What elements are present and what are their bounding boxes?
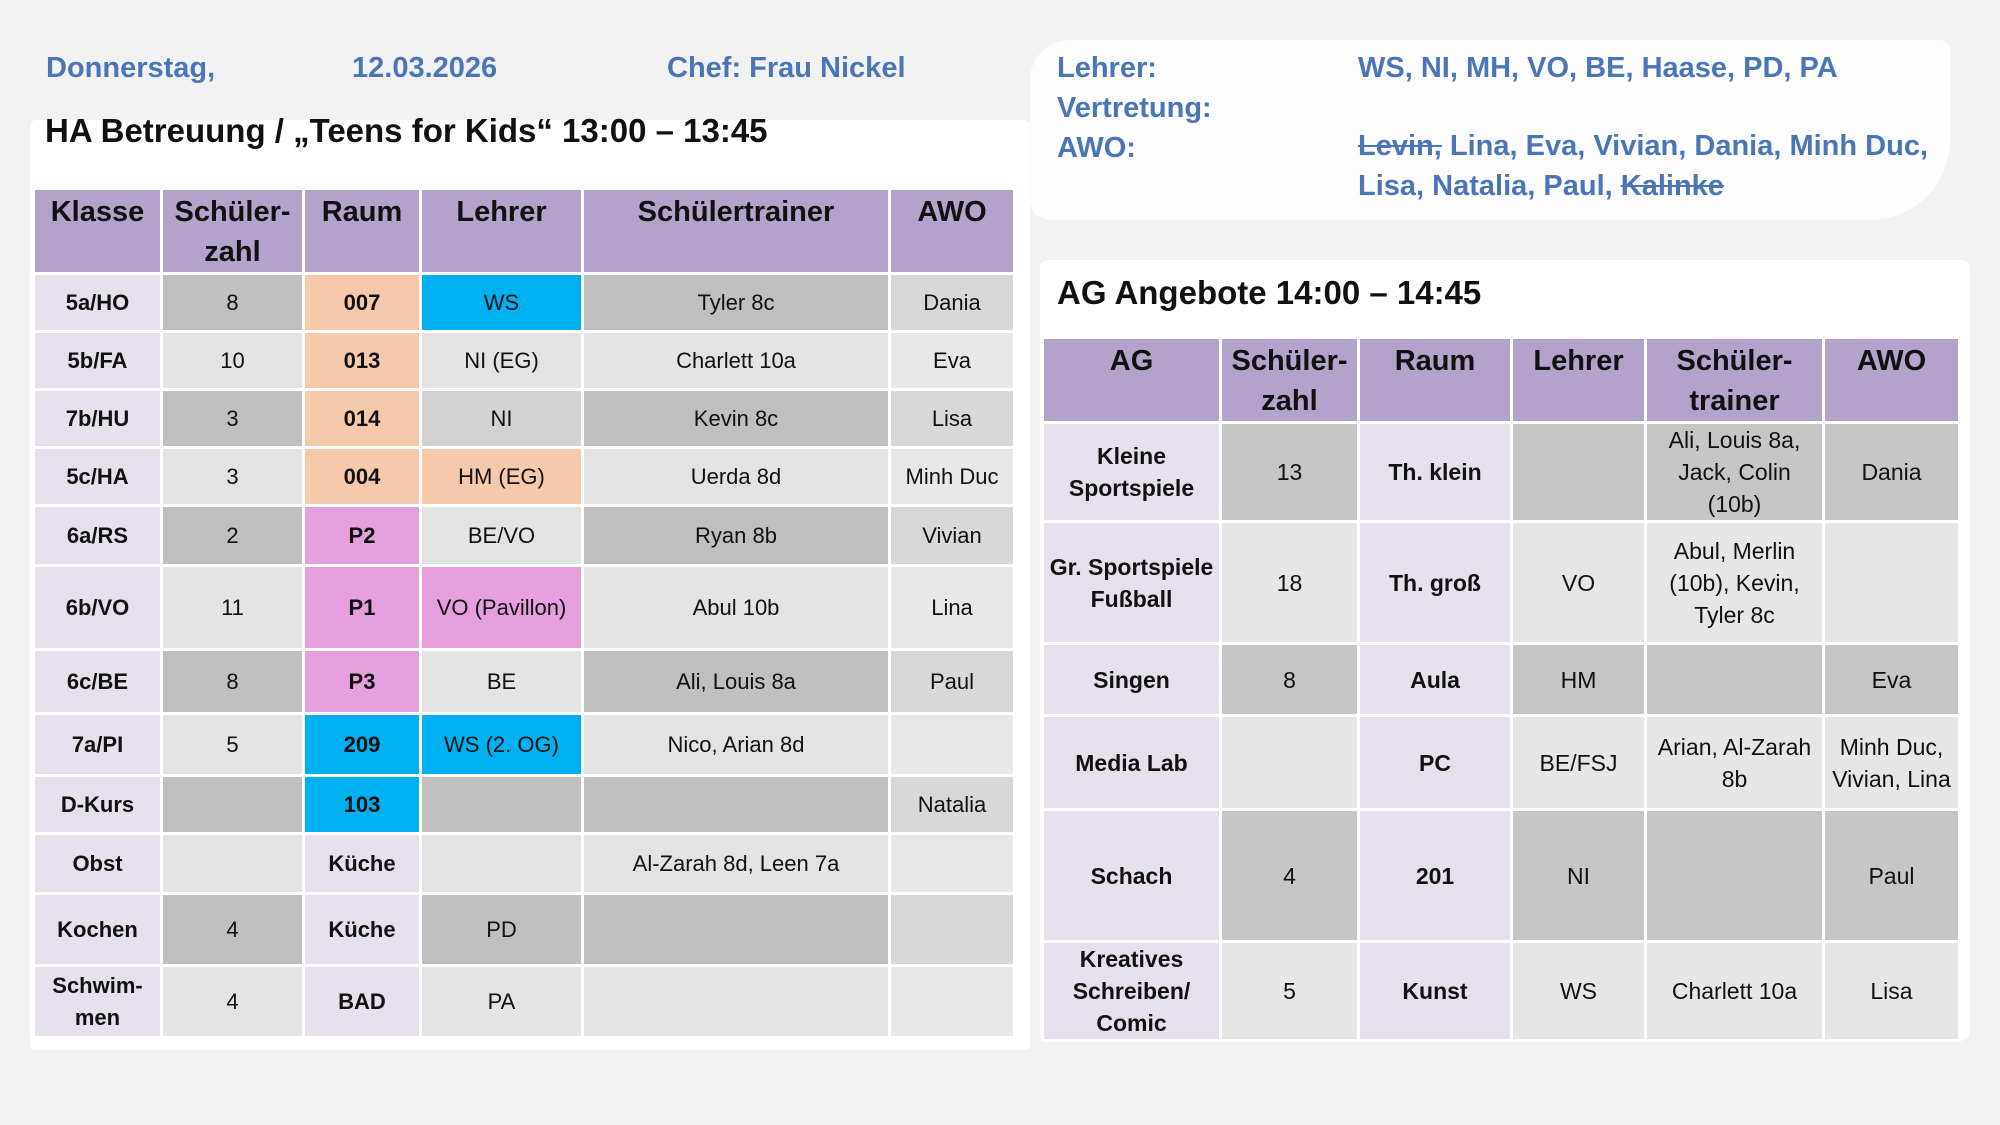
ag-cell-ag: Gr. Sportspiele Fußball [1043, 522, 1221, 644]
awo-label: AWO: [1057, 132, 1136, 164]
ha-cell-awo [890, 834, 1015, 894]
lehrer-label: Lehrer: [1057, 52, 1157, 84]
ha-column-header: Raum [304, 189, 421, 274]
awo-names-list [1358, 126, 1978, 206]
ha-cell-klasse: Schwim-men [34, 966, 162, 1038]
ag-cell-schuelerzahl: 8 [1221, 644, 1359, 716]
ha-cell-awo [890, 714, 1015, 776]
ha-cell-klasse: 5a/HO [34, 274, 162, 332]
ag-cell-raum: Kunst [1359, 942, 1512, 1041]
ha-cell-raum: 014 [304, 390, 421, 448]
ag-header-row [1043, 338, 1960, 423]
awo-name: Natalia, [1432, 170, 1536, 202]
ag-cell-raum: PC [1359, 716, 1512, 810]
ha-cell-schuelertrainer: Tyler 8c [583, 274, 890, 332]
ag-table [1041, 336, 1961, 1042]
ag-cell-lehrer: HM [1512, 644, 1646, 716]
ag-table-row [1043, 423, 1960, 522]
ag-cell-lehrer: VO [1512, 522, 1646, 644]
ag-cell-schuelerzahl: 4 [1221, 810, 1359, 942]
ag-cell-schuelertrainer: Arian, Al-Zarah 8b [1646, 716, 1824, 810]
ha-cell-schuelerzahl: 3 [162, 390, 304, 448]
ag-cell-raum: Aula [1359, 644, 1512, 716]
ha-table-row [34, 834, 1015, 894]
awo-name: Levin, [1358, 130, 1442, 162]
ha-cell-lehrer [421, 776, 583, 834]
ha-cell-schuelertrainer: Al-Zarah 8d, Leen 7a [583, 834, 890, 894]
ha-cell-awo: Minh Duc [890, 448, 1015, 506]
ha-table-row [34, 966, 1015, 1038]
ha-cell-schuelerzahl: 3 [162, 448, 304, 506]
ha-cell-schuelerzahl: 2 [162, 506, 304, 566]
ha-cell-schuelertrainer: Nico, Arian 8d [583, 714, 890, 776]
ha-cell-klasse: Obst [34, 834, 162, 894]
ha-cell-schuelerzahl: 10 [162, 332, 304, 390]
ha-cell-schuelerzahl: 4 [162, 966, 304, 1038]
ha-cell-schuelertrainer: Kevin 8c [583, 390, 890, 448]
ag-column-header: Lehrer [1512, 338, 1646, 423]
ag-cell-lehrer [1512, 423, 1646, 522]
awo-name: Vivian, [1593, 130, 1687, 162]
ag-cell-schuelerzahl [1221, 716, 1359, 810]
ag-cell-ag: Kreatives Schreiben/ Comic [1043, 942, 1221, 1041]
ha-cell-schuelertrainer [583, 894, 890, 966]
ha-cell-schuelerzahl: 8 [162, 650, 304, 714]
ag-cell-schuelerzahl: 18 [1221, 522, 1359, 644]
ag-table-row [1043, 522, 1960, 644]
awo-name: Kalinke [1620, 170, 1724, 202]
ha-cell-schuelertrainer: Uerda 8d [583, 448, 890, 506]
ag-cell-schuelertrainer [1646, 810, 1824, 942]
ag-cell-awo: Dania [1824, 423, 1960, 522]
ha-cell-awo [890, 966, 1015, 1038]
ha-table-row [34, 390, 1015, 448]
ha-cell-lehrer: BE [421, 650, 583, 714]
ha-cell-raum: 013 [304, 332, 421, 390]
ag-cell-ag: Schach [1043, 810, 1221, 942]
ag-cell-ag: Kleine Sportspiele [1043, 423, 1221, 522]
ha-table-row [34, 566, 1015, 650]
ha-table-row [34, 714, 1015, 776]
ag-cell-ag: Media Lab [1043, 716, 1221, 810]
ha-cell-raum: Küche [304, 834, 421, 894]
ha-cell-raum: 103 [304, 776, 421, 834]
ag-table-row [1043, 942, 1960, 1041]
ha-column-header: Schülertrainer [583, 189, 890, 274]
ha-table-row [34, 332, 1015, 390]
awo-name: Paul, [1543, 170, 1613, 202]
ha-cell-awo: Paul [890, 650, 1015, 714]
ha-cell-lehrer [421, 834, 583, 894]
ag-column-header: AWO [1824, 338, 1960, 423]
ha-cell-awo: Dania [890, 274, 1015, 332]
ha-cell-lehrer: HM (EG) [421, 448, 583, 506]
ag-cell-raum: Th. klein [1359, 423, 1512, 522]
ag-cell-awo: Paul [1824, 810, 1960, 942]
ha-cell-raum: P1 [304, 566, 421, 650]
ag-cell-ag: Singen [1043, 644, 1221, 716]
ha-column-header: AWO [890, 189, 1015, 274]
ag-cell-lehrer: NI [1512, 810, 1646, 942]
ha-cell-awo: Eva [890, 332, 1015, 390]
ha-cell-awo: Lina [890, 566, 1015, 650]
ag-cell-lehrer: BE/FSJ [1512, 716, 1646, 810]
ha-cell-raum: 004 [304, 448, 421, 506]
ha-cell-lehrer: BE/VO [421, 506, 583, 566]
ha-cell-schuelertrainer: Charlett 10a [583, 332, 890, 390]
ha-table [32, 187, 1016, 1039]
ha-table-row [34, 650, 1015, 714]
ha-cell-raum: Küche [304, 894, 421, 966]
ha-cell-raum: 007 [304, 274, 421, 332]
awo-name: Dania, [1694, 130, 1782, 162]
ha-cell-klasse: 7a/PI [34, 714, 162, 776]
ag-cell-awo: Eva [1824, 644, 1960, 716]
header-chef: Chef: Frau Nickel [667, 52, 906, 84]
ag-cell-schuelerzahl: 5 [1221, 942, 1359, 1041]
ag-cell-awo [1824, 522, 1960, 644]
ha-cell-klasse: 7b/HU [34, 390, 162, 448]
ha-cell-raum: BAD [304, 966, 421, 1038]
ha-column-header: Klasse [34, 189, 162, 274]
ha-cell-klasse: Kochen [34, 894, 162, 966]
ag-cell-schuelerzahl: 13 [1221, 423, 1359, 522]
ha-cell-raum: P2 [304, 506, 421, 566]
ag-cell-lehrer: WS [1512, 942, 1646, 1041]
ha-header-row [34, 189, 1015, 274]
ag-cell-raum: Th. groß [1359, 522, 1512, 644]
ha-table-row [34, 274, 1015, 332]
ha-cell-schuelerzahl [162, 776, 304, 834]
ha-cell-schuelertrainer [583, 966, 890, 1038]
awo-name: Lina, [1449, 130, 1518, 162]
ha-cell-lehrer: WS (2. OG) [421, 714, 583, 776]
ha-cell-schuelerzahl [162, 834, 304, 894]
ha-cell-klasse: 6c/BE [34, 650, 162, 714]
ha-title: HA Betreuung / „Teens for Kids“ 13:00 – 13:45 [45, 112, 768, 149]
ag-cell-schuelertrainer: Ali, Louis 8a, Jack, Colin (10b) [1646, 423, 1824, 522]
ag-cell-awo: Lisa [1824, 942, 1960, 1041]
ha-cell-klasse: D-Kurs [34, 776, 162, 834]
ha-cell-awo [890, 894, 1015, 966]
ag-table-row [1043, 810, 1960, 942]
ag-column-header: Raum [1359, 338, 1512, 423]
ag-cell-raum: 201 [1359, 810, 1512, 942]
ag-table-row [1043, 644, 1960, 716]
ha-cell-schuelerzahl: 4 [162, 894, 304, 966]
ha-cell-schuelerzahl: 11 [162, 566, 304, 650]
ha-column-header: Lehrer [421, 189, 583, 274]
ag-cell-schuelertrainer: Charlett 10a [1646, 942, 1824, 1041]
ha-cell-klasse: 6a/RS [34, 506, 162, 566]
ha-cell-raum: 209 [304, 714, 421, 776]
ha-cell-awo: Natalia [890, 776, 1015, 834]
ha-cell-awo: Lisa [890, 390, 1015, 448]
ha-table-row [34, 776, 1015, 834]
ha-cell-klasse: 5c/HA [34, 448, 162, 506]
ha-cell-lehrer: VO (Pavillon) [421, 566, 583, 650]
awo-name: Minh Duc, [1789, 130, 1929, 162]
awo-name: Eva, [1525, 130, 1586, 162]
ha-cell-raum: P3 [304, 650, 421, 714]
ha-cell-lehrer: NI [421, 390, 583, 448]
ag-cell-schuelertrainer: Abul, Merlin (10b), Kevin, Tyler 8c [1646, 522, 1824, 644]
header-date: 12.03.2026 [352, 52, 498, 84]
ha-cell-klasse: 6b/VO [34, 566, 162, 650]
ha-cell-awo: Vivian [890, 506, 1015, 566]
ha-cell-schuelertrainer [583, 776, 890, 834]
ha-cell-lehrer: WS [421, 274, 583, 332]
ha-cell-klasse: 5b/FA [34, 332, 162, 390]
ha-cell-lehrer: PD [421, 894, 583, 966]
ha-cell-lehrer: NI (EG) [421, 332, 583, 390]
ha-cell-schuelertrainer: Abul 10b [583, 566, 890, 650]
header-day: Donnerstag, [46, 52, 216, 84]
ha-table-row [34, 894, 1015, 966]
ha-cell-lehrer: PA [421, 966, 583, 1038]
awo-name: Lisa, [1358, 170, 1425, 202]
ag-column-header: AG [1043, 338, 1221, 423]
ha-cell-schuelertrainer: Ryan 8b [583, 506, 890, 566]
ag-column-header: Schüler-trainer [1646, 338, 1824, 423]
lehrer-value: WS, NI, MH, VO, BE, Haase, PD, PA [1358, 52, 1838, 84]
ha-table-row [34, 506, 1015, 566]
vertretung-label: Vertretung: [1057, 92, 1212, 124]
ha-cell-schuelerzahl: 8 [162, 274, 304, 332]
ag-title: AG Angebote 14:00 – 14:45 [1057, 274, 1482, 311]
ag-cell-awo: Minh Duc, Vivian, Lina [1824, 716, 1960, 810]
ha-cell-schuelerzahl: 5 [162, 714, 304, 776]
ag-column-header: Schüler-zahl [1221, 338, 1359, 423]
ha-table-row [34, 448, 1015, 506]
ha-column-header: Schüler-zahl [162, 189, 304, 274]
ha-cell-schuelertrainer: Ali, Louis 8a [583, 650, 890, 714]
ag-table-row [1043, 716, 1960, 810]
ag-cell-schuelertrainer [1646, 644, 1824, 716]
